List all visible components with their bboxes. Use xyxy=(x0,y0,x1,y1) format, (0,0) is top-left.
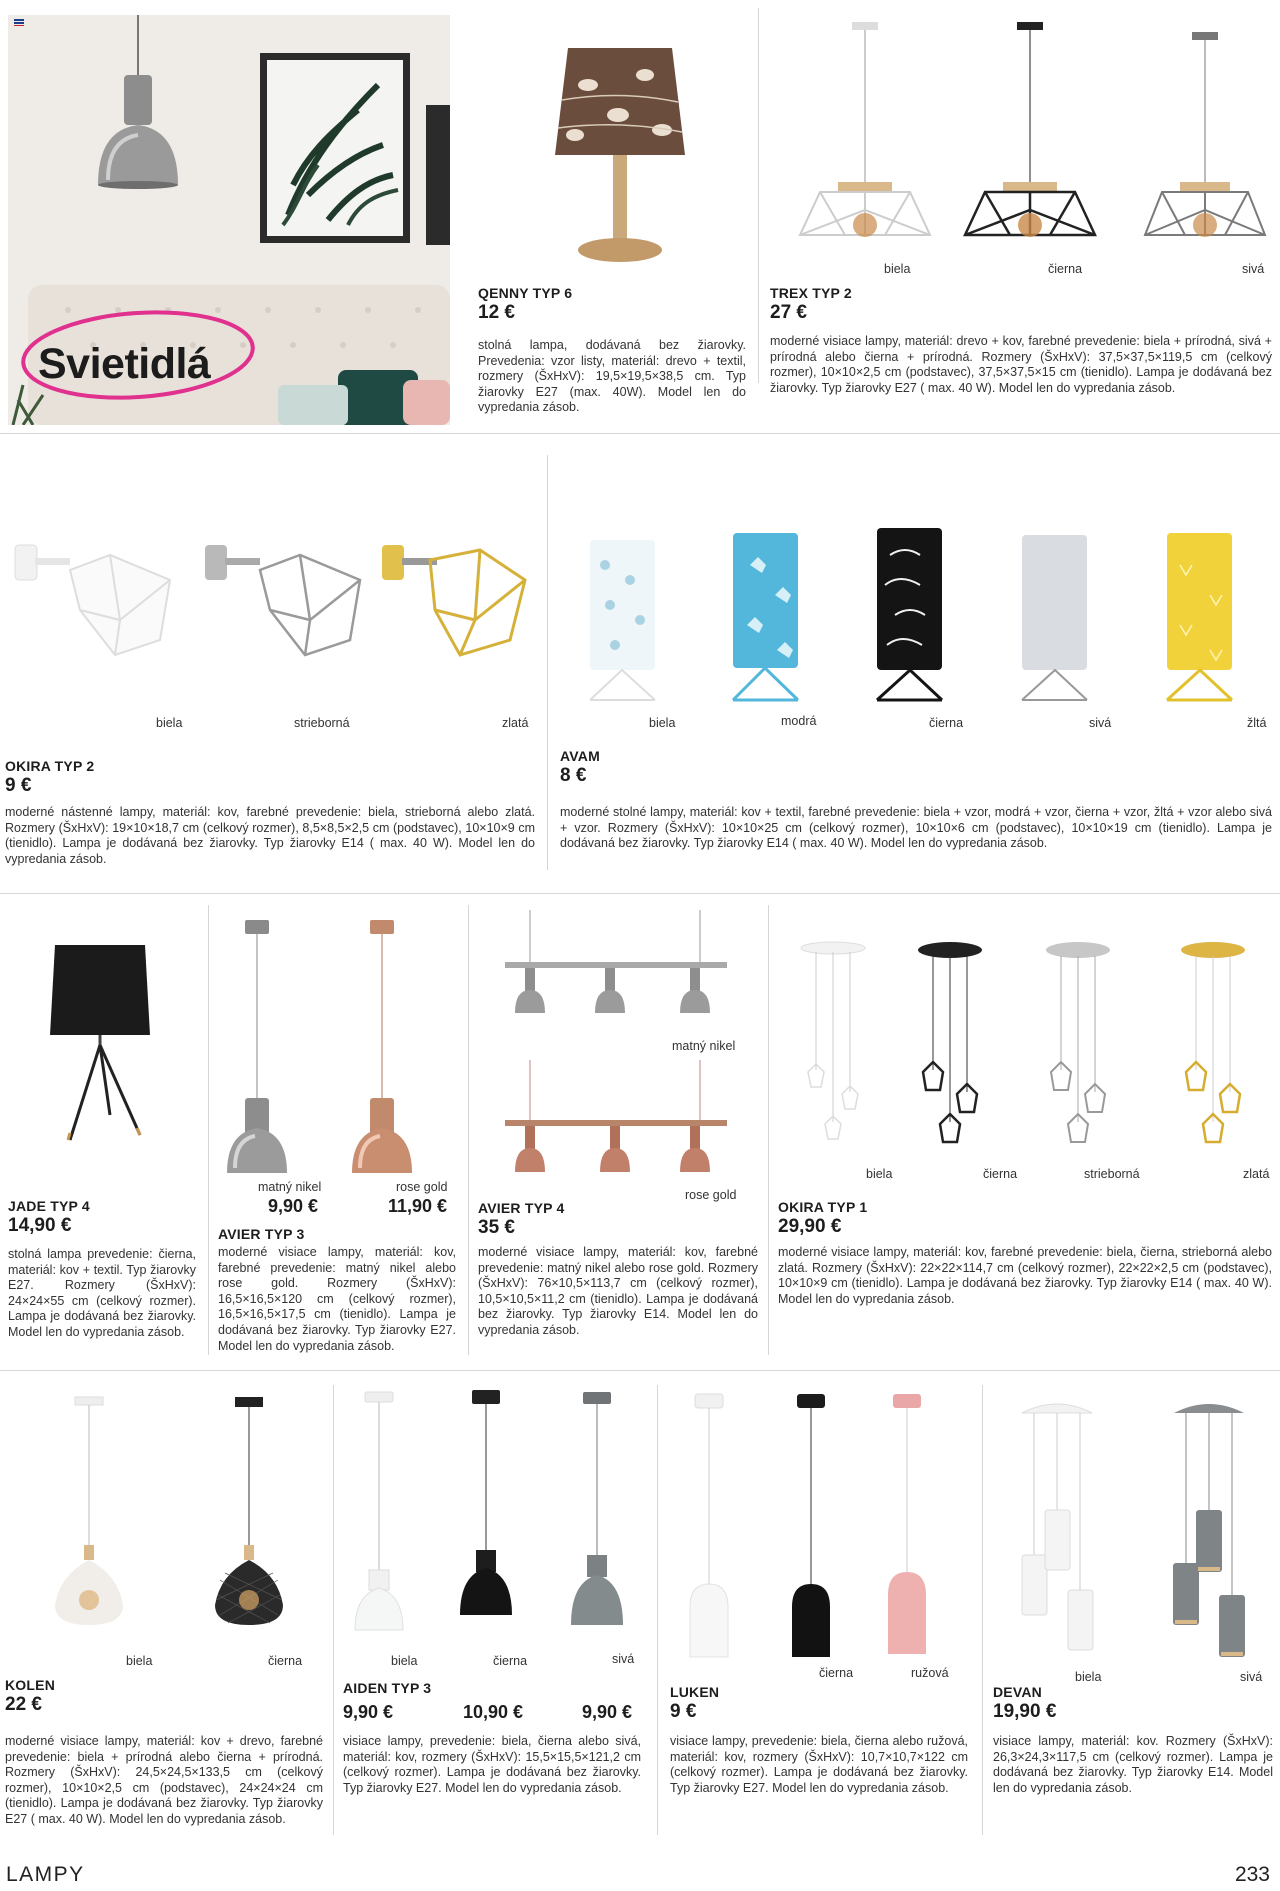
product-price: 9,90 € xyxy=(582,1702,633,1722)
product-price: 9 € xyxy=(670,1701,697,1722)
product-name: OKIRA TYP 2 xyxy=(5,758,95,774)
page-number: 233 xyxy=(1234,1863,1270,1886)
variant-label: biela xyxy=(649,716,676,730)
aiden-lamps-image xyxy=(355,1390,665,1640)
product-description: moderné visiace lampy, materiál: kov, farebné prevedenie: matný nikel alebo rose gold. Rozmery (ŠxHxV): 16,5×16,5×120 cm (celkový rozmer), 16,5×16,5×17,5 cm (tienidlo). Lampa je dodávaná bez žiarovky. Typ žiarovky E27. Model len do vypredania zásob. xyxy=(218,1245,456,1353)
product-name: JADE TYP 4 xyxy=(8,1198,90,1214)
devan-lamps-image xyxy=(1012,1395,1267,1665)
product-description: moderné visiace lampy, materiál: kov, farebné prevedenie: matný nikel alebo rose gold. Rozmery (ŠxHxV): 76×10,5×113,7 cm (celkový rozmer), 10,5×10,5×11,2 cm (tienidlo). Lampa je dodávaná bez žiarovky. Typ žiarovky E14. Model len do vypredania zásob. xyxy=(478,1245,758,1337)
product-name: DEVAN xyxy=(993,1684,1042,1700)
product-price: 19,90 € xyxy=(993,1701,1057,1722)
product-name: AVAM xyxy=(560,748,600,764)
jade-lamp-image xyxy=(45,945,155,1145)
product-price: 27 € xyxy=(770,302,807,323)
avier3-lamps-image xyxy=(225,918,450,1178)
product-description: visiace lampy, prevedenie: biela, čierna alebo sivá, materiál: kov, rozmery (ŠxHxV): 15,5×15,5×121,2 cm (celkový rozmer). Lampa je dodávaná bez žiarovky. Typ žiarovky E27. Model len do vypredania zásob. xyxy=(343,1734,641,1795)
product-price: 8 € xyxy=(560,765,587,786)
product-description: moderné stolné lampy, materiál: kov + textil, farebné prevedenie: biela + vzor, modrá + vzor, čierna + vzor, žltá + vzor alebo sivá + vzor. Rozmery (ŠxHxV): 10×10×25 cm (celkový rozmer), 10×10×6 cm (podstavec), 10×10×19 cm (tienidlo). Lampa je dodávaná bez žiarovky. Typ žiarovky E14 ( max. 40 W). Model len do vypredania zásob. xyxy=(560,805,1272,851)
product-description: stolná lampa, dodávaná bez žiarovky. Prevedenia: vzor listy, materiál: drevo + textil, rozmery (ŠxHxV): 19,5×19,5×38,5 cm. Typ žiarovky E27 (max. 40W). Model len do vypredania zásob. xyxy=(478,338,746,415)
avam-lamps-image xyxy=(585,525,1235,700)
trex-lamps-image xyxy=(790,20,1265,245)
product-price: 9,90 € xyxy=(343,1702,394,1722)
variant-label: biela xyxy=(126,1654,153,1668)
product-description: stolná lampa prevedenie: čierna, materiál: kov + textil. Typ žiarovky E27. Rozmery (ŠxHxV): 24×24×55 cm (celkový rozmer). Lampa je dodávaná bez žiarovky. Model len do vypredania zásob. xyxy=(8,1247,196,1339)
product-name: KOLEN xyxy=(5,1677,55,1693)
variant-label: biela xyxy=(156,716,183,730)
okira1-lamps-image xyxy=(798,942,1258,1162)
product-price: 35 € xyxy=(478,1217,515,1238)
variant-label: zlatá xyxy=(1243,1167,1270,1181)
variant-label: sivá xyxy=(612,1652,635,1666)
kolen-lamps-image xyxy=(50,1395,320,1625)
product-name: LUKEN xyxy=(670,1684,720,1700)
variant-label: žltá xyxy=(1247,716,1267,730)
section-footer-label: LAMPY xyxy=(6,1863,85,1886)
okira2-lamps-image xyxy=(10,540,535,665)
variant-label: strieborná xyxy=(1084,1167,1140,1181)
product-name: AVIER TYP 4 xyxy=(478,1200,565,1216)
product-name: AIDEN TYP 3 xyxy=(343,1680,432,1696)
product-name: OKIRA TYP 1 xyxy=(778,1199,868,1215)
variant-label: čierna xyxy=(268,1654,303,1668)
product-price: 12 € xyxy=(478,302,515,323)
variant-label: modrá xyxy=(781,714,817,728)
variant-label: zlatá xyxy=(502,716,529,730)
variant-label: čierna xyxy=(819,1666,854,1680)
product-name: AVIER TYP 3 xyxy=(218,1226,305,1242)
variant-label: biela xyxy=(884,262,911,276)
variant-label: čierna xyxy=(1048,262,1083,276)
variant-label: biela xyxy=(1075,1670,1102,1684)
product-description: visiace lampy, prevedenie: biela, čierna alebo ružová, materiál: kov, rozmery (ŠxHxV): 10,7×10,7×122 cm (celkový rozmer). Lampa je dodávaná bez žiarovky. Typ žiarovky E27. Model len do vypredania zásob. xyxy=(670,1734,968,1795)
product-price: 9,90 € xyxy=(268,1196,319,1216)
variant-label: čierna xyxy=(493,1654,528,1668)
product-price: 22 € xyxy=(5,1694,42,1715)
product-price: 29,90 € xyxy=(778,1216,842,1237)
variant-label: matný nikel xyxy=(672,1039,736,1053)
product-price: 11,90 € xyxy=(388,1196,448,1216)
variant-label: strieborná xyxy=(294,716,350,730)
hero-image xyxy=(8,15,450,425)
variant-label: sivá xyxy=(1242,262,1265,276)
product-description: moderné visiace lampy, materiál: drevo + kov, farebné prevedenie: biela + prírodná, sivá + prírodná alebo čierna + prírodná. Rozmery (ŠxHxV): 37,5×37,5×119,5 cm (celkový rozmer), 10×10×2,5 cm (podstavec), 37,5×37,5×15 cm (tienidlo). Lampa je dodávaná bez žiarovky. Typ žiarovky E27 ( max. 40 W). Model len do vypredania zásob. xyxy=(770,334,1272,395)
product-name: TREX TYP 2 xyxy=(770,285,852,301)
variant-label: čierna xyxy=(983,1167,1018,1181)
flag-icon xyxy=(14,19,24,26)
hero-title: Svietidlá xyxy=(38,340,211,388)
variant-label: biela xyxy=(866,1167,893,1181)
variant-label: rose gold xyxy=(396,1180,448,1194)
product-name: QENNY TYP 6 xyxy=(478,285,573,301)
variant-label: matný nikel xyxy=(258,1180,322,1194)
variant-label: rose gold xyxy=(685,1188,737,1202)
luken-lamps-image xyxy=(685,1392,950,1657)
product-description: moderné visiace lampy, materiál: kov + drevo, farebné prevedenie: biela + prírodná alebo čierna + prírodná. Rozmery (ŠxHxV): 24,5×24,5×133,5 cm (celkový rozmer), 10×10×2,5 cm (podstavec), 24×24×24 cm (tienidlo). Lampa je dodávaná bez žiarovky. Typ žiarovky E27 ( max. 40 W). Model len do vypredania zásob. xyxy=(5,1734,323,1826)
variant-label: biela xyxy=(391,1654,418,1668)
qenny-lamp-image xyxy=(550,40,690,275)
product-description: moderné nástenné lampy, materiál: kov, farebné prevedenie: biela, strieborná alebo zlatá. Rozmery (ŠxHxV): 19×10×18,7 cm (celkový rozmer), 8,5×8,5×2,5 cm (podstavec), 10×10×9 cm (tienidlo). Lampa je dodávaná bez žiarovky. Typ žiarovky E14 ( max. 40 W). Model len do vypredania zásob. xyxy=(5,805,535,866)
variant-label: sivá xyxy=(1089,716,1112,730)
variant-label: čierna xyxy=(929,716,964,730)
product-description: visiace lampy, materiál: kov. Rozmery (ŠxHxV): 26,3×24,3×117,5 cm (celkový rozmer). Lampa je dodávaná bez žiarovky. Typ žiarovky E14. Model len do vypredania zásob. xyxy=(993,1734,1273,1795)
variant-label: ružová xyxy=(911,1666,949,1680)
product-price: 14,90 € xyxy=(8,1215,72,1236)
product-price: 9 € xyxy=(5,775,32,796)
product-description: moderné visiace lampy, materiál: kov, farebné prevedenie: biela, čierna, strieborná alebo zlatá. Rozmery (ŠxHxV): 22×22×114,7 cm (celkový rozmer), 22×22×2,5 cm (podstavec), 10×10×9 cm (tienidlo). Lampa je dodávaná bez žiarovky. Typ žiarovky E14 ( max. 40 W). Model len do vypredania zásob. xyxy=(778,1245,1272,1306)
product-price: 10,90 € xyxy=(463,1702,524,1722)
variant-label: sivá xyxy=(1240,1670,1263,1684)
